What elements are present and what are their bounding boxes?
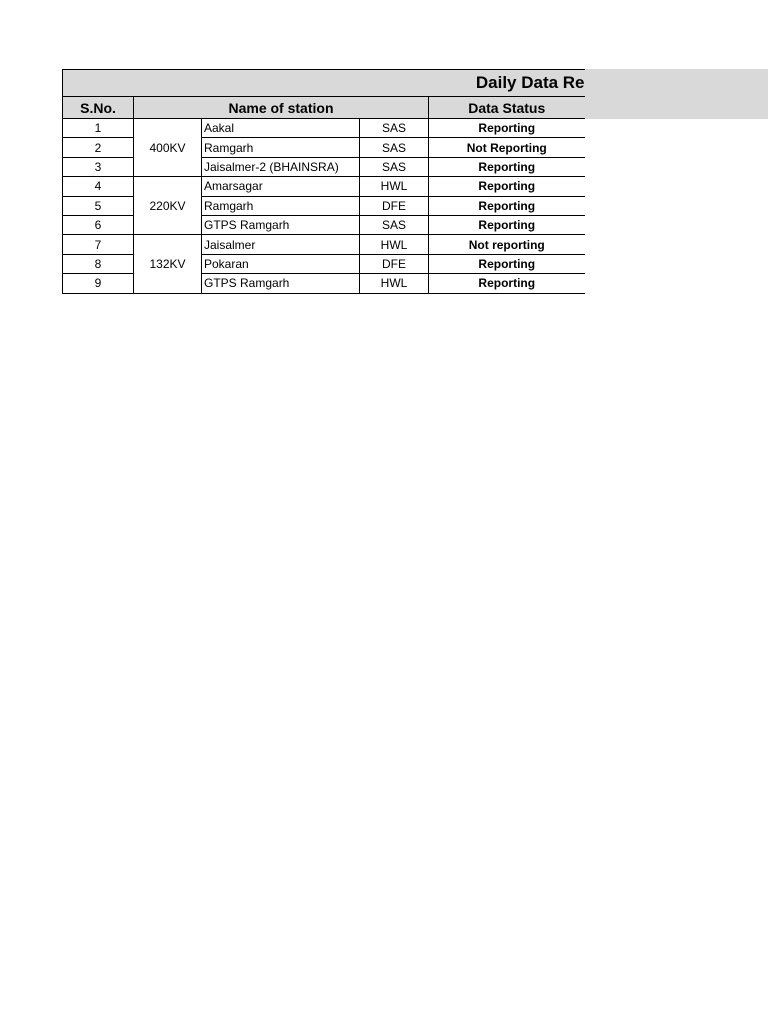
station-name-cell: Pokaran bbox=[202, 254, 360, 273]
table-row bbox=[63, 235, 585, 254]
station-name-cell: Ramgarh bbox=[202, 138, 360, 157]
voltage-group-cell: 400KV bbox=[134, 119, 202, 177]
station-type-cell: SAS bbox=[360, 138, 429, 157]
station-name-cell: Amarsagar bbox=[202, 177, 360, 196]
table-row bbox=[63, 119, 585, 138]
header-station: Name of station bbox=[134, 97, 429, 119]
station-type-cell: HWL bbox=[360, 235, 429, 254]
sno-cell: 1 bbox=[63, 119, 134, 138]
table-row bbox=[63, 177, 585, 196]
status-cell: Not Reporting bbox=[429, 138, 585, 157]
sno-cell: 8 bbox=[63, 254, 134, 273]
sno-cell: 3 bbox=[63, 157, 134, 176]
report-title: Daily Data Re bbox=[63, 70, 585, 97]
sno-cell: 6 bbox=[63, 215, 134, 234]
status-cell: Not reporting bbox=[429, 235, 585, 254]
status-cell: Reporting bbox=[429, 215, 585, 234]
status-cell: Reporting bbox=[429, 177, 585, 196]
status-cell: Reporting bbox=[429, 196, 585, 215]
voltage-group-cell: 132KV bbox=[134, 235, 202, 293]
station-type-cell: HWL bbox=[360, 274, 429, 293]
sno-cell: 7 bbox=[63, 235, 134, 254]
title-row bbox=[63, 70, 585, 97]
status-cell: Reporting bbox=[429, 119, 585, 138]
voltage-group-cell: 220KV bbox=[134, 177, 202, 235]
station-type-cell: HWL bbox=[360, 177, 429, 196]
sno-cell: 2 bbox=[63, 138, 134, 157]
status-cell: Reporting bbox=[429, 254, 585, 273]
station-name-cell: Ramgarh bbox=[202, 196, 360, 215]
station-type-cell: DFE bbox=[360, 254, 429, 273]
header-status: Data Status bbox=[429, 97, 585, 119]
station-name-cell: Jaisalmer bbox=[202, 235, 360, 254]
station-name-cell: Aakal bbox=[202, 119, 360, 138]
station-type-cell: DFE bbox=[360, 196, 429, 215]
header-sno: S.No. bbox=[63, 97, 134, 119]
station-name-cell: GTPS Ramgarh bbox=[202, 274, 360, 293]
sno-cell: 9 bbox=[63, 274, 134, 293]
station-type-cell: SAS bbox=[360, 157, 429, 176]
daily-data-report-table bbox=[62, 69, 585, 294]
station-type-cell: SAS bbox=[360, 215, 429, 234]
title-band-overflow bbox=[584, 69, 768, 119]
sno-cell: 5 bbox=[63, 196, 134, 215]
sno-cell: 4 bbox=[63, 177, 134, 196]
station-name-cell: Jaisalmer-2 (BHAINSRA) bbox=[202, 157, 360, 176]
status-cell: Reporting bbox=[429, 157, 585, 176]
header-row bbox=[63, 97, 585, 119]
station-name-cell: GTPS Ramgarh bbox=[202, 215, 360, 234]
station-type-cell: SAS bbox=[360, 119, 429, 138]
status-cell: Reporting bbox=[429, 274, 585, 293]
